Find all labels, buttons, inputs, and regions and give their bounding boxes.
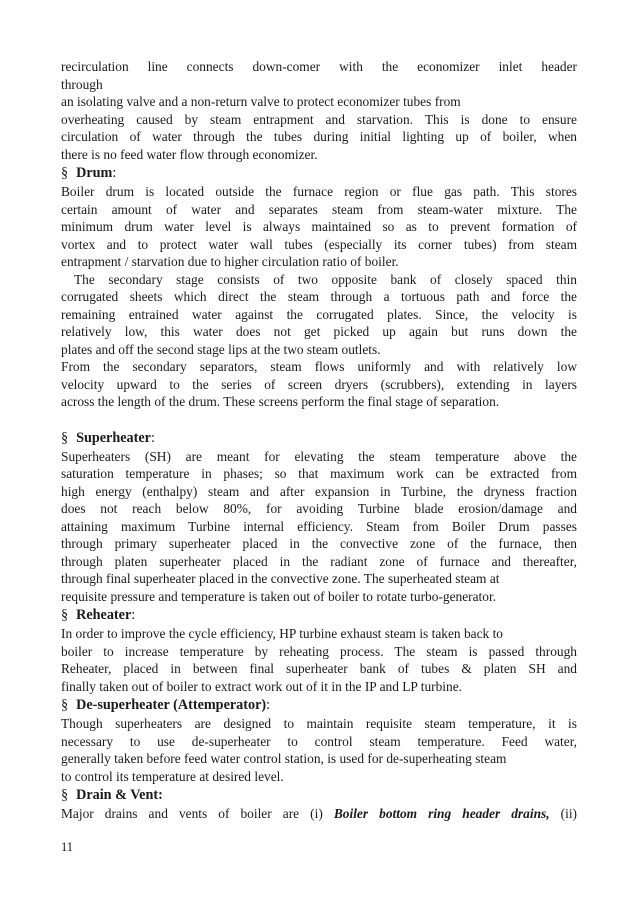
drum-paragraph-2 [61,271,577,359]
drain-vent-heading-text: Drain & Vent: [76,787,163,803]
text-line: to control its temperature at desired level. [61,768,284,784]
text-line: requisite pressure and temperature is taken out of boiler to rotate turbo-generator. [61,588,497,604]
reheater-heading [61,606,577,625]
drum-paragraph-1 [61,183,577,271]
text-line: minimum drum water level is always maintained so as to prevent formation of [61,219,577,234]
text-line: corrugated sheets which direct the steam through a tortuous path and force the [61,289,577,304]
section-symbol: § [61,787,69,803]
drain-vent-line-start: Major drains and vents of boiler are (i) [61,806,323,821]
section-symbol: § [61,697,69,713]
text-line: across the length of the drum. These screens perform the final stage of separation. [61,394,500,409]
blank-line [61,411,577,428]
superheater-heading [61,429,577,448]
text-line: velocity upward to the series of screen dryers (scrubbers), extending in layers [61,376,577,392]
text-line: overheating caused by steam entrapment and starvation. This is done to ensure [61,111,577,127]
text-line: entrapment / starvation due to higher circulation ratio of boiler. [61,254,399,269]
text-line: necessary to use de-superheater to control steam temperature. Feed water, [61,733,577,749]
text-line: through [61,76,103,92]
text-line: there is no feed water flow through economizer. [61,146,318,162]
text-line: recirculation line connects down-comer with the economizer inlet header [61,59,577,74]
text-line: circulation of water through the tubes during initial lighting up of boiler, when [61,129,577,144]
drain-item-bold: Boiler bottom ring header drains, [333,806,550,821]
desuperheater-heading-text: De-superheater (Attemperator) [76,697,267,713]
text-line: saturation temperature in phases; so that maximum work can be extracted from [61,466,577,481]
recirculation-paragraph [61,58,577,163]
document-page [61,58,577,823]
drum-paragraph-3 [61,358,577,411]
text-line: Superheaters (SH) are meant for elevating the steam temperature above the [61,448,577,464]
text-line: an isolating valve and a non-return valve to protect economizer tubes from [61,94,461,109]
text-line: relatively low, this water does not get picked up again but runs down the [61,324,577,339]
text-line: through platen superheater placed in the radiant zone of furnace and thereafter, [61,553,577,569]
text-line: boiler to increase temperature by reheating process. The steam is passed through [61,643,577,659]
text-line: Though superheaters are designed to maintain requisite steam temperature, it is [61,716,577,731]
text-line: vortex and to protect water wall tubes (especially its corner tubes) from steam [61,236,577,252]
text-line: Boiler drum is located outside the furnace region or flue gas path. This stores [61,184,577,199]
desuperheater-heading [61,696,577,715]
heading-colon: : [131,607,136,623]
text-line: From the secondary separators, steam flows uniformly and with relatively low [61,359,577,374]
text-line: remaining entrained water against the corrugated plates. Since, the velocity is [61,306,577,322]
text-line: attaining maximum Turbine internal efficiency. Steam from Boiler Drum passes [61,518,577,534]
page-number: 11 [61,840,74,854]
superheater-heading-text: Superheater [76,429,151,446]
drain-vent-line [61,805,577,823]
text-line: through primary superheater placed in the convective zone of the furnace, then [61,536,577,551]
text-line: certain amount of water and separates steam from steam-water mixture. The [61,201,577,217]
heading-colon: : [112,165,117,181]
superheater-paragraph [61,448,577,606]
text-line: plates and off the second stage lips at the two steam outlets. [61,341,381,357]
section-symbol: § [61,607,69,623]
drum-heading [61,164,577,183]
text-line: Reheater, placed in between final superheater bank of tubes & platen SH and [61,661,577,676]
drum-heading-text: Drum [76,165,113,181]
text-line: high energy (enthalpy) steam and after expansion in Turbine, the dryness fraction [61,483,577,499]
drain-vent-heading [61,786,577,805]
heading-colon: : [266,697,271,713]
drain-vent-line-end: (ii) [560,806,577,821]
reheater-heading-text: Reheater [76,607,132,623]
text-line: through final superheater placed in the convective zone. The superheated steam at [61,571,500,586]
text-line: In order to improve the cycle efficiency, HP turbine exhaust steam is taken back to [61,626,503,641]
text-line: The secondary stage consists of two opposite bank of closely spaced thin [74,271,577,287]
heading-colon: : [150,429,155,446]
section-symbol: § [61,429,69,446]
text-line: generally taken before feed water control station, is used for de-superheating steam [61,751,507,766]
text-line: finally taken out of boiler to extract work out of it in the IP and LP turbine. [61,678,463,694]
reheater-paragraph [61,625,577,695]
section-symbol: § [61,165,69,181]
desuperheater-paragraph [61,715,577,785]
text-line: does not reach below 80%, for avoiding Turbine blade erosion/damage and [61,501,577,516]
